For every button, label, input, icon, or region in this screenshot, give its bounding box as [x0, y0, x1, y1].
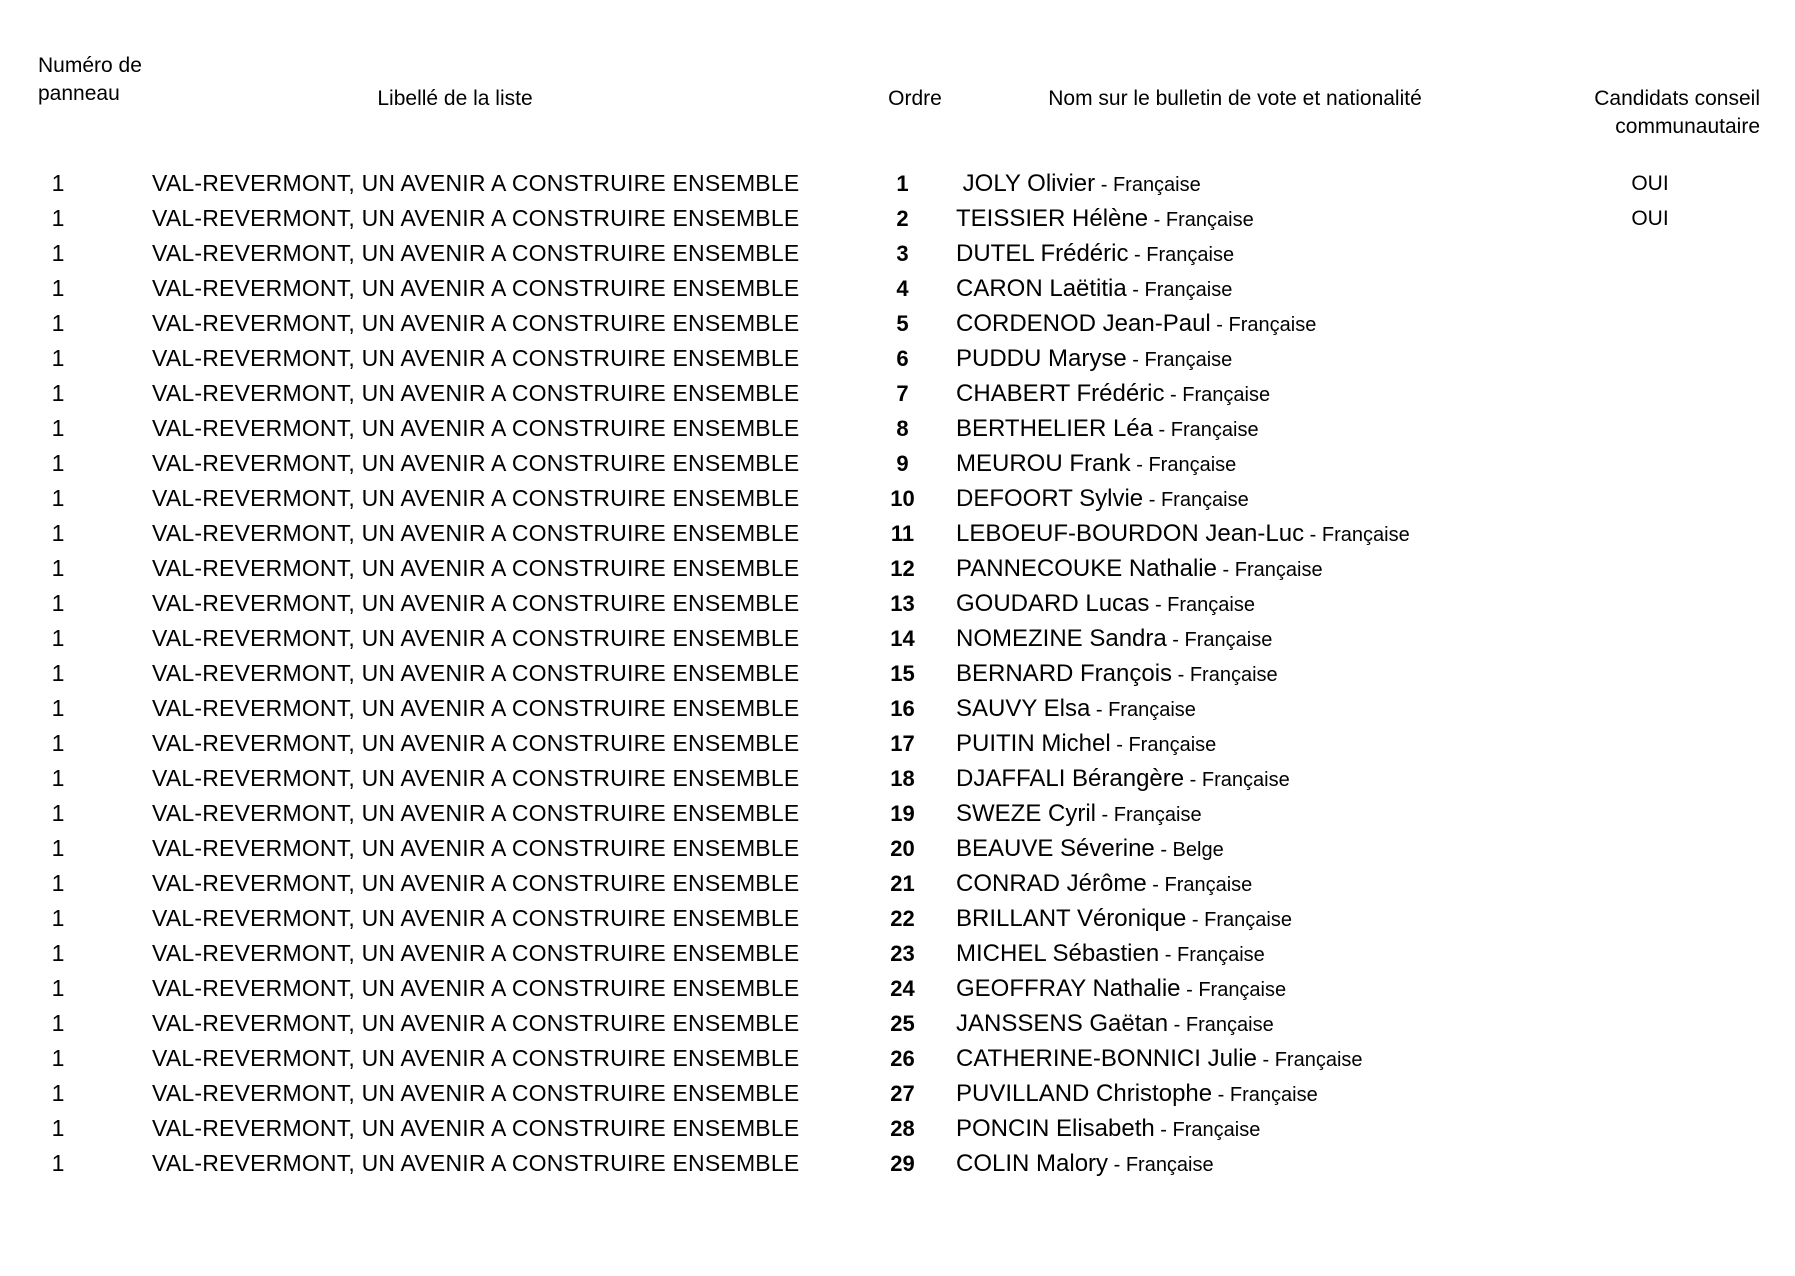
candidate-nationality: Française — [1108, 699, 1196, 721]
liste-label: VAL-REVERMONT, UN AVENIR A CONSTRUIRE ENSEMBLE — [152, 800, 800, 826]
liste-label: VAL-REVERMONT, UN AVENIR A CONSTRUIRE ENSEMBLE — [152, 870, 800, 896]
table-row — [0, 656, 1795, 691]
column-header-liste: Libellé de la liste — [377, 87, 533, 110]
name-separator: - — [1108, 1154, 1126, 1176]
conseil-communautaire-flag — [1580, 691, 1720, 726]
candidate-name: CARON Laëtitia — [956, 275, 1127, 302]
name-separator: - — [1095, 174, 1113, 196]
candidate-name: BEAUVE Séverine — [956, 835, 1155, 862]
name-separator: - — [1186, 909, 1205, 931]
panneau-number: 1 — [51, 345, 65, 371]
conseil-communautaire-flag — [1580, 1146, 1720, 1181]
column-header-nom: Nom sur le bulletin de vote et nationalité — [1048, 87, 1422, 110]
candidate-nationality: Française — [1176, 944, 1265, 966]
candidate-nationality: Française — [1204, 909, 1292, 931]
name-separator: - — [1172, 664, 1190, 686]
ordre-number: 5 — [896, 311, 909, 336]
panneau-number: 1 — [51, 205, 65, 231]
candidate-name-cell — [956, 761, 1580, 796]
candidate-name-cell — [956, 726, 1580, 761]
ordre-number: 29 — [890, 1151, 915, 1176]
liste-label: VAL-REVERMONT, UN AVENIR A CONSTRUIRE ENSEMBLE — [152, 240, 800, 266]
candidate-name: PUITIN Michel — [956, 730, 1111, 757]
table-row — [0, 516, 1795, 551]
candidate-nationality: Française — [1234, 559, 1323, 581]
name-separator: - — [1096, 804, 1114, 826]
conseil-communautaire-flag — [1580, 936, 1720, 971]
liste-label: VAL-REVERMONT, UN AVENIR A CONSTRUIRE ENSEMBLE — [152, 695, 800, 721]
candidate-nationality: Française — [1165, 209, 1254, 231]
ordre-number: 10 — [890, 486, 915, 511]
liste-label: VAL-REVERMONT, UN AVENIR A CONSTRUIRE ENSEMBLE — [152, 765, 800, 791]
candidate-nationality: Française — [1160, 489, 1249, 511]
panneau-number: 1 — [51, 170, 65, 196]
table-body — [0, 166, 1795, 1181]
candidate-nationality: Française — [1185, 1014, 1274, 1036]
liste-label: VAL-REVERMONT, UN AVENIR A CONSTRUIRE ENSEMBLE — [152, 625, 800, 651]
candidate-name: MICHEL Sébastien — [956, 940, 1160, 967]
name-separator: - — [1110, 734, 1129, 756]
liste-label: VAL-REVERMONT, UN AVENIR A CONSTRUIRE ENSEMBLE — [152, 380, 800, 406]
candidate-name: CONRAD Jérôme — [956, 870, 1147, 897]
conseil-communautaire-flag — [1580, 481, 1720, 516]
table-row — [0, 621, 1795, 656]
conseil-communautaire-flag — [1580, 1006, 1720, 1041]
name-separator: - — [1090, 699, 1109, 721]
name-separator: - — [1256, 1049, 1275, 1071]
conseil-communautaire-flag — [1580, 901, 1720, 936]
conseil-communautaire-flag — [1580, 446, 1720, 481]
liste-label: VAL-REVERMONT, UN AVENIR A CONSTRUIRE ENSEMBLE — [152, 905, 800, 931]
panneau-number: 1 — [51, 590, 65, 616]
conseil-communautaire-flag — [1580, 1076, 1720, 1111]
ordre-number: 3 — [896, 241, 909, 266]
candidate-name: GEOFFRAY Nathalie — [956, 975, 1181, 1002]
name-separator: - — [1126, 349, 1145, 371]
candidate-name: SAUVY Elsa — [956, 695, 1091, 722]
candidate-nationality: Française — [1164, 874, 1253, 896]
panneau-number: 1 — [51, 765, 65, 791]
candidate-name: SWEZE Cyril — [956, 800, 1096, 827]
panneau-number: 1 — [51, 520, 65, 546]
conseil-communautaire-flag — [1580, 831, 1720, 866]
panneau-number: 1 — [51, 1150, 65, 1176]
conseil-communautaire-flag — [1580, 586, 1720, 621]
table-row — [0, 271, 1795, 306]
table-row — [0, 306, 1795, 341]
panneau-number: 1 — [51, 1080, 65, 1106]
candidate-name-cell — [956, 866, 1580, 901]
table-row — [0, 586, 1795, 621]
candidate-name-cell — [956, 1111, 1580, 1146]
candidate-nationality: Française — [1125, 1154, 1214, 1176]
name-separator: - — [1149, 594, 1168, 616]
ordre-number: 21 — [890, 871, 915, 896]
conseil-communautaire-flag: OUI — [1631, 207, 1669, 230]
candidate-name: PUVILLAND Christophe — [956, 1080, 1213, 1107]
candidate-name-cell — [956, 201, 1580, 236]
conseil-communautaire-flag — [1580, 621, 1720, 656]
name-separator: - — [1159, 944, 1177, 966]
candidate-name: GOUDARD Lucas — [956, 590, 1150, 617]
candidate-name-cell — [956, 831, 1580, 866]
conseil-communautaire-flag: OUI — [1631, 172, 1669, 195]
candidate-nationality: Française — [1167, 594, 1255, 616]
conseil-communautaire-flag — [1580, 1041, 1720, 1076]
table-row — [0, 446, 1795, 481]
table-row — [0, 1111, 1795, 1146]
panneau-number: 1 — [51, 275, 65, 301]
candidate-name-cell — [956, 901, 1580, 936]
candidate-name-cell — [956, 1006, 1580, 1041]
liste-label: VAL-REVERMONT, UN AVENIR A CONSTRUIRE ENSEMBLE — [152, 660, 800, 686]
candidate-nationality: Belge — [1172, 839, 1224, 861]
panneau-number: 1 — [51, 800, 65, 826]
panneau-number: 1 — [51, 695, 65, 721]
candidate-name-cell — [956, 516, 1580, 551]
table-row — [0, 1006, 1795, 1041]
column-header-conseil-line1: Candidats conseil — [1594, 87, 1760, 110]
liste-label: VAL-REVERMONT, UN AVENIR A CONSTRUIRE ENSEMBLE — [152, 415, 800, 441]
candidate-nationality: Française — [1144, 279, 1233, 301]
candidate-name-cell — [956, 656, 1580, 691]
name-separator: - — [1154, 1119, 1173, 1141]
panneau-number: 1 — [51, 905, 65, 931]
candidate-name: NOMEZINE Sandra — [956, 625, 1167, 652]
table-row — [0, 866, 1795, 901]
name-separator: - — [1148, 209, 1166, 231]
candidate-nationality: Française — [1184, 629, 1273, 651]
panneau-number: 1 — [51, 485, 65, 511]
ordre-number: 20 — [890, 836, 915, 861]
candidate-name: BRILLANT Véronique — [956, 905, 1187, 932]
table-row — [0, 551, 1795, 586]
conseil-communautaire-flag — [1580, 341, 1720, 376]
candidate-nationality: Française — [1148, 454, 1237, 476]
ordre-number: 4 — [896, 276, 909, 301]
liste-label: VAL-REVERMONT, UN AVENIR A CONSTRUIRE ENSEMBLE — [152, 975, 800, 1001]
candidate-name: MEUROU Frank — [956, 450, 1131, 477]
candidate-name: BERNARD François — [956, 660, 1173, 687]
liste-label: VAL-REVERMONT, UN AVENIR A CONSTRUIRE ENSEMBLE — [152, 345, 800, 371]
column-header-conseil — [1520, 85, 1760, 141]
liste-label: VAL-REVERMONT, UN AVENIR A CONSTRUIRE ENSEMBLE — [152, 590, 800, 616]
ordre-number: 24 — [890, 976, 915, 1001]
table-row — [0, 761, 1795, 796]
name-separator: - — [1146, 874, 1165, 896]
candidate-name: CHABERT Frédéric — [956, 380, 1165, 407]
table-row — [0, 1076, 1795, 1111]
candidate-nationality: Française — [1228, 314, 1317, 336]
candidate-nationality: Française — [1198, 979, 1287, 1001]
liste-label: VAL-REVERMONT, UN AVENIR A CONSTRUIRE ENSEMBLE — [152, 1150, 800, 1176]
liste-label: VAL-REVERMONT, UN AVENIR A CONSTRUIRE ENSEMBLE — [152, 450, 800, 476]
name-separator: - — [1210, 314, 1229, 336]
table-row — [0, 901, 1795, 936]
table-row — [0, 411, 1795, 446]
name-separator: - — [1166, 629, 1185, 651]
candidate-nationality: Française — [1274, 1049, 1363, 1071]
ordre-number: 25 — [890, 1011, 915, 1036]
ordre-number: 28 — [890, 1116, 915, 1141]
table-row — [0, 936, 1795, 971]
panneau-number: 1 — [51, 1045, 65, 1071]
candidate-name-cell — [956, 1076, 1580, 1111]
conseil-communautaire-flag — [1580, 551, 1720, 586]
candidate-name-cell — [956, 236, 1580, 271]
candidate-name-cell — [956, 376, 1580, 411]
ordre-number: 16 — [890, 696, 915, 721]
ordre-number: 17 — [890, 731, 915, 756]
panneau-number: 1 — [51, 555, 65, 581]
panneau-number: 1 — [51, 380, 65, 406]
candidate-name-cell — [956, 341, 1580, 376]
panneau-number: 1 — [51, 1115, 65, 1141]
table-row — [0, 1146, 1795, 1181]
name-separator: - — [1180, 979, 1199, 1001]
ordre-number: 7 — [896, 381, 909, 406]
panneau-number: 1 — [51, 975, 65, 1001]
conseil-communautaire-flag — [1580, 1111, 1720, 1146]
candidate-name-cell — [956, 551, 1580, 586]
liste-label: VAL-REVERMONT, UN AVENIR A CONSTRUIRE ENSEMBLE — [152, 170, 800, 196]
candidate-nationality: Française — [1321, 524, 1410, 546]
candidate-name: JOLY Olivier — [956, 170, 1096, 197]
table-row — [0, 376, 1795, 411]
name-separator: - — [1216, 559, 1235, 581]
candidate-name: DUTEL Frédéric — [956, 240, 1129, 267]
candidate-name-cell — [956, 971, 1580, 1006]
conseil-communautaire-flag — [1580, 411, 1720, 446]
candidate-name: PANNECOUKE Nathalie — [956, 555, 1217, 582]
ordre-number: 1 — [896, 171, 909, 196]
liste-label: VAL-REVERMONT, UN AVENIR A CONSTRUIRE ENSEMBLE — [152, 310, 800, 336]
liste-label: VAL-REVERMONT, UN AVENIR A CONSTRUIRE ENSEMBLE — [152, 835, 800, 861]
ordre-number: 22 — [890, 906, 915, 931]
ordre-number: 19 — [890, 801, 915, 826]
candidate-nationality: Française — [1128, 734, 1217, 756]
name-separator: - — [1154, 839, 1173, 861]
liste-label: VAL-REVERMONT, UN AVENIR A CONSTRUIRE ENSEMBLE — [152, 1045, 800, 1071]
candidate-nationality: Française — [1201, 769, 1290, 791]
liste-label: VAL-REVERMONT, UN AVENIR A CONSTRUIRE ENSEMBLE — [152, 555, 800, 581]
ordre-number: 9 — [896, 451, 909, 476]
column-header-ordre: Ordre — [888, 87, 942, 110]
candidate-nationality: Française — [1189, 664, 1278, 686]
candidate-name-cell — [956, 481, 1580, 516]
conseil-communautaire-flag — [1580, 656, 1720, 691]
candidate-name-cell — [956, 166, 1580, 201]
table-row — [0, 341, 1795, 376]
liste-label: VAL-REVERMONT, UN AVENIR A CONSTRUIRE ENSEMBLE — [152, 730, 800, 756]
ordre-number: 14 — [890, 626, 915, 651]
table-row — [0, 831, 1795, 866]
ordre-number: 15 — [890, 661, 915, 686]
panneau-number: 1 — [51, 625, 65, 651]
name-separator: - — [1304, 524, 1322, 546]
ordre-number: 26 — [890, 1046, 915, 1071]
name-separator: - — [1152, 419, 1171, 441]
name-separator: - — [1212, 1084, 1230, 1106]
liste-label: VAL-REVERMONT, UN AVENIR A CONSTRUIRE ENSEMBLE — [152, 940, 800, 966]
name-separator: - — [1184, 769, 1202, 791]
candidate-name-cell — [956, 446, 1580, 481]
candidate-nationality: Française — [1170, 419, 1259, 441]
candidate-nationality: Française — [1113, 804, 1202, 826]
liste-label: VAL-REVERMONT, UN AVENIR A CONSTRUIRE ENSEMBLE — [152, 1080, 800, 1106]
candidate-name: PUDDU Maryse — [956, 345, 1127, 372]
panneau-number: 1 — [51, 660, 65, 686]
column-header-panneau-line1: Numéro de — [38, 54, 142, 77]
liste-label: VAL-REVERMONT, UN AVENIR A CONSTRUIRE ENSEMBLE — [152, 1115, 800, 1141]
table-row — [0, 201, 1795, 236]
ordre-number: 23 — [890, 941, 915, 966]
candidate-name-cell — [956, 1146, 1580, 1181]
conseil-communautaire-flag — [1580, 866, 1720, 901]
name-separator: - — [1126, 279, 1145, 301]
candidate-name: CORDENOD Jean-Paul — [956, 310, 1211, 337]
name-separator: - — [1168, 1014, 1186, 1036]
conseil-communautaire-flag — [1580, 971, 1720, 1006]
table-row — [0, 726, 1795, 761]
liste-label: VAL-REVERMONT, UN AVENIR A CONSTRUIRE ENSEMBLE — [152, 485, 800, 511]
candidate-name-cell — [956, 411, 1580, 446]
liste-label: VAL-REVERMONT, UN AVENIR A CONSTRUIRE ENSEMBLE — [152, 1010, 800, 1036]
liste-label: VAL-REVERMONT, UN AVENIR A CONSTRUIRE ENSEMBLE — [152, 275, 800, 301]
candidate-nationality: Française — [1144, 349, 1233, 371]
panneau-number: 1 — [51, 730, 65, 756]
panneau-number: 1 — [51, 870, 65, 896]
table-row — [0, 691, 1795, 726]
candidate-name-cell — [956, 586, 1580, 621]
ordre-number: 12 — [890, 556, 915, 581]
candidate-name: DEFOORT Sylvie — [956, 485, 1144, 512]
conseil-communautaire-flag — [1580, 761, 1720, 796]
candidate-nationality: Française — [1229, 1084, 1318, 1106]
candidate-name: CATHERINE-BONNICI Julie — [956, 1045, 1257, 1072]
candidate-nationality: Française — [1182, 384, 1271, 406]
candidate-name: TEISSIER Hélène — [956, 205, 1149, 232]
candidate-name-cell — [956, 621, 1580, 656]
conseil-communautaire-flag — [1580, 271, 1720, 306]
table-row — [0, 971, 1795, 1006]
panneau-number: 1 — [51, 1010, 65, 1036]
candidate-nationality: Française — [1172, 1119, 1261, 1141]
name-separator: - — [1130, 454, 1149, 476]
table-row — [0, 1041, 1795, 1076]
column-header-panneau-line2: panneau — [38, 82, 120, 105]
ordre-number: 11 — [890, 521, 915, 546]
ordre-number: 27 — [890, 1081, 915, 1106]
ordre-number: 6 — [896, 346, 909, 371]
panneau-number: 1 — [51, 835, 65, 861]
candidate-name: LEBOEUF-BOURDON Jean-Luc — [956, 520, 1305, 547]
ordre-number: 13 — [890, 591, 915, 616]
conseil-communautaire-flag — [1580, 376, 1720, 411]
liste-label: VAL-REVERMONT, UN AVENIR A CONSTRUIRE ENSEMBLE — [152, 520, 800, 546]
table-row — [0, 481, 1795, 516]
candidate-name-cell — [956, 796, 1580, 831]
column-header-conseil-line2: communautaire — [1615, 115, 1760, 138]
ordre-number: 2 — [896, 206, 909, 231]
name-separator: - — [1143, 489, 1161, 511]
candidate-name: JANSSENS Gaëtan — [956, 1010, 1169, 1037]
candidate-name: DJAFFALI Bérangère — [956, 765, 1185, 792]
candidate-name: BERTHELIER Léa — [956, 415, 1153, 442]
panneau-number: 1 — [51, 415, 65, 441]
name-separator: - — [1128, 244, 1147, 266]
panneau-number: 1 — [51, 310, 65, 336]
candidate-name-cell — [956, 271, 1580, 306]
name-separator: - — [1164, 384, 1183, 406]
ordre-number: 8 — [896, 416, 909, 441]
candidate-nationality: Française — [1146, 244, 1235, 266]
table-row — [0, 236, 1795, 271]
liste-label: VAL-REVERMONT, UN AVENIR A CONSTRUIRE ENSEMBLE — [152, 205, 800, 231]
conseil-communautaire-flag — [1580, 306, 1720, 341]
candidate-name-cell — [956, 691, 1580, 726]
panneau-number: 1 — [51, 450, 65, 476]
conseil-communautaire-flag — [1580, 796, 1720, 831]
candidate-name: COLIN Malory — [956, 1150, 1109, 1177]
candidate-name: PONCIN Elisabeth — [956, 1115, 1155, 1142]
table-row — [0, 166, 1795, 201]
candidate-name-cell — [956, 936, 1580, 971]
candidate-nationality: Française — [1112, 174, 1201, 196]
panneau-number: 1 — [51, 240, 65, 266]
table-row — [0, 796, 1795, 831]
candidate-name-cell — [956, 306, 1580, 341]
conseil-communautaire-flag — [1580, 236, 1720, 271]
conseil-communautaire-flag — [1580, 516, 1720, 551]
conseil-communautaire-flag — [1580, 726, 1720, 761]
column-header-panneau — [38, 52, 142, 108]
ordre-number: 18 — [890, 766, 915, 791]
candidate-name-cell — [956, 1041, 1580, 1076]
panneau-number: 1 — [51, 940, 65, 966]
